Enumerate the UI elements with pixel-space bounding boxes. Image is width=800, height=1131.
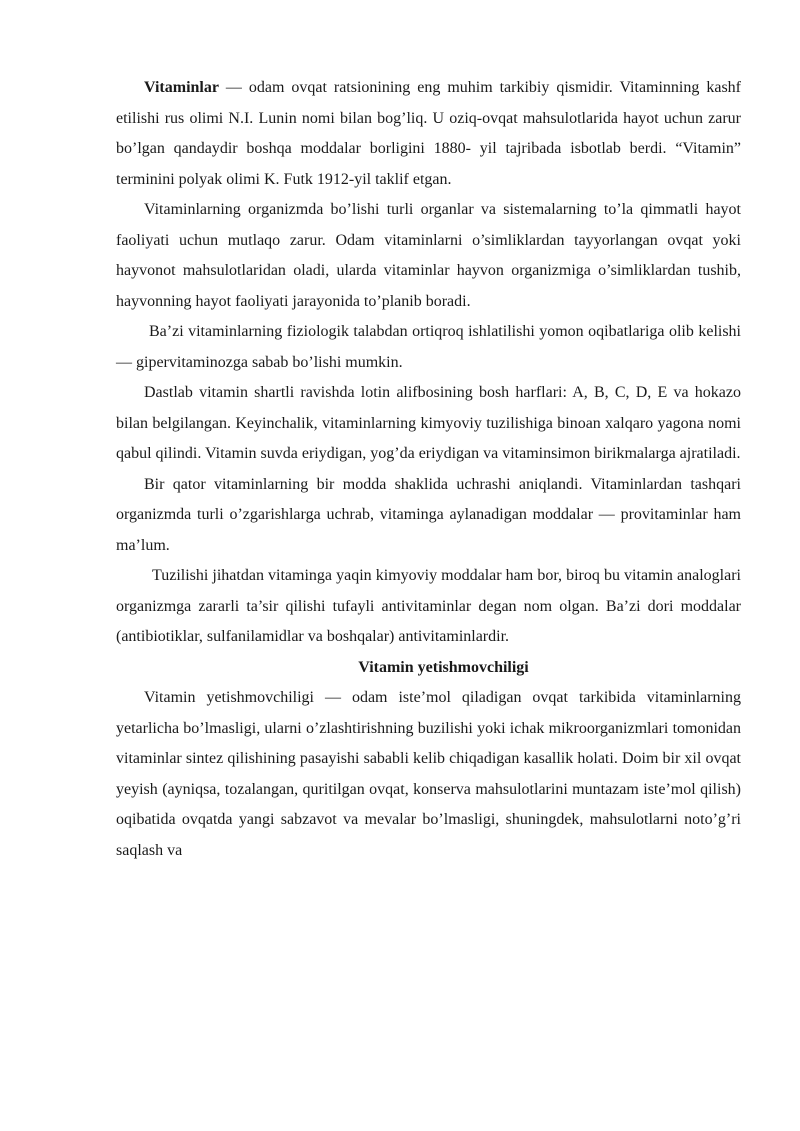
paragraph-yetishmovchilik xyxy=(116,683,741,866)
paragraph-provitaminlar xyxy=(116,470,741,562)
paragraph-organizm xyxy=(116,195,741,317)
document-body xyxy=(116,73,741,866)
lead-term: Vitaminlar xyxy=(144,79,219,96)
paragraph-text: Ba’zi vitaminlarning fiziologik talabdan ortiqroq ishlatilishi yomon oqibatlariga olib kelishi — gipervitaminozga sabab bo’lishi mumkin. xyxy=(116,323,741,371)
paragraph-text: Dastlab vitamin shartli ravishda lotin alifbosining bosh harflari: A, B, C, D, E va hokazo bilan belgilangan. Keyinchalik, vitaminlarning kimyoviy tuzilishiga binoan xalqaro yagona nomi qabul qilindi. Vitamin suvda eriydigan, yog’da eriydigan va vitaminsimon birikmalarga ajratiladi. xyxy=(116,384,741,462)
paragraph-vitaminlar-intro xyxy=(116,73,741,195)
paragraph-antivitaminlar xyxy=(116,561,741,653)
paragraph-text: Vitaminlarning organizmda bo’lishi turli organlar va sistemalarning to’la qimmatli hayot faoliyati uchun mutlaqo zarur. Odam vitaminlarni o’simliklardan tayyorlangan ovqat yoki hayvonot mahsulotlaridan oladi, ularda vitaminlar hayvon organizmiga o’simliklardan tushib, hayvonning hayot faoliyati jarayonida to’planib boradi. xyxy=(116,201,741,310)
paragraph-gipervitaminoz xyxy=(116,317,741,378)
paragraph-alifbo xyxy=(116,378,741,470)
paragraph-text: — odam ovqat ratsionining eng muhim tarkibiy qismidir. Vitaminning kashf etilishi rus olimi N.I. Lunin nomi bilan bog’liq. U oziq-ovqat mahsulotlarida hayot uchun zarur bo’lgan qandaydir boshqa moddalar borligini 1880- yil tajribada isbotlab berdi. “Vitamin” terminini polyak olimi K. Futk 1912-yil taklif etgan. xyxy=(116,79,741,188)
section-heading: Vitamin yetishmovchiligi xyxy=(358,658,529,676)
paragraph-text: Vitamin yetishmovchiligi — odam iste’mol qiladigan ovqat tarkibida vitaminlarning yetarlicha bo’lmasligi, ularni o’zlashtirishning buzilishi yoki ichak mikroorganizmlari tomonidan vitaminlar sintez qilishining pasayishi sababli kelib chiqadigan kasallik holati. Doim bir xil ovqat yeyish (ayniqsa, tozalangan, quritilgan ovqat, konserva mahsulotlarini muntazam iste’mol qilish) oqibatida ovqatda yangi sabzavot va mevalar bo’lmasligi, shuningdek, mahsulotlarni noto’g’ri saqlash va xyxy=(116,689,741,859)
paragraph-text: Tuzilishi jihatdan vitaminga yaqin kimyoviy moddalar ham bor, biroq bu vitamin analoglari organizmga zararli ta’sir qilishi tufayli antivitaminlar degan nom olgan. Ba’zi dori moddalar (antibiotiklar, sulfanilamidlar va boshqalar) antivitaminlardir. xyxy=(116,567,741,645)
paragraph-text: Bir qator vitaminlarning bir modda shaklida uchrashi aniqlandi. Vitaminlardan tashqari organizmda turli o’zgarishlarga uchrab, vitaminga aylanadigan moddalar — provitaminlar ham ma’lum. xyxy=(116,475,741,554)
